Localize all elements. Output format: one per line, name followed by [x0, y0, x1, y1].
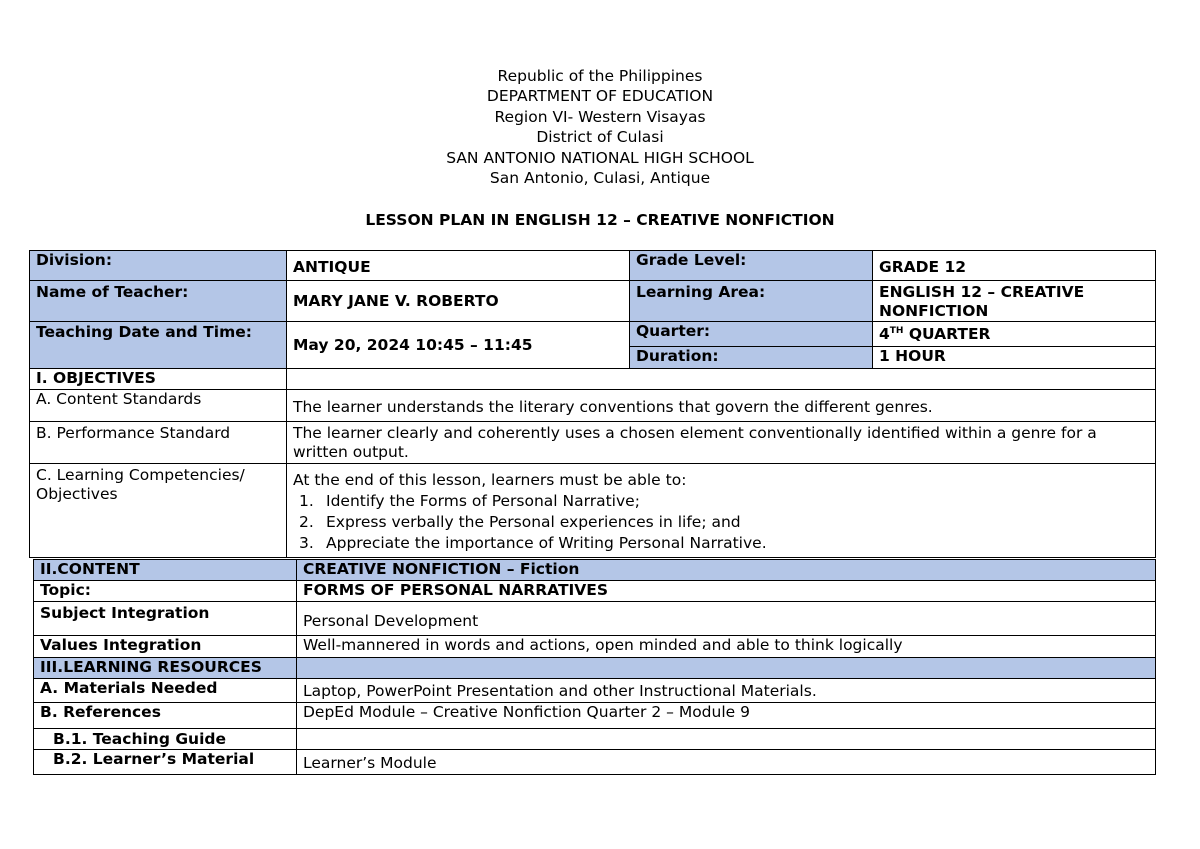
content-heading-value: CREATIVE NONFICTION – Fiction	[297, 560, 1156, 581]
content-resources-table	[33, 559, 1156, 775]
objective-item: 1. Identify the Forms of Personal Narrative;	[299, 492, 640, 510]
competencies-label: C. Learning Competencies/ Objectives	[30, 464, 287, 558]
lesson-info-table	[29, 250, 1156, 558]
references-label: B. References	[34, 703, 297, 729]
duration-value: 1 HOUR	[873, 347, 1156, 369]
values-integration-label: Values Integration	[34, 636, 297, 658]
quarter-value: 4TH QUARTER	[873, 322, 1156, 347]
performance-standard-value: The learner clearly and coherently uses a chosen element conventionally identified within a genre for a written output.	[287, 422, 1156, 464]
objective-item: 3. Appreciate the importance of Writing Personal Narrative.	[299, 534, 767, 552]
objectives-list	[293, 491, 1149, 554]
learning-area-value: ENGLISH 12 – CREATIVE NONFICTION	[873, 281, 1156, 322]
document-header	[0, 66, 1200, 188]
content-standards-label: A. Content Standards	[30, 390, 287, 422]
header-department: DEPARTMENT OF EDUCATION	[486, 87, 714, 106]
objective-item: 2. Express verbally the Personal experiences in life; and	[299, 513, 741, 531]
header-address: San Antonio, Culasi, Antique	[489, 169, 711, 188]
teaching-guide-value	[297, 729, 1156, 750]
grade-level-label: Grade Level:	[630, 251, 873, 281]
teacher-label: Name of Teacher:	[30, 281, 287, 322]
resources-heading-blank	[297, 658, 1156, 679]
division-value: ANTIQUE	[287, 251, 630, 281]
objectives-heading: I. OBJECTIVES	[30, 369, 287, 390]
header-school: SAN ANTONIO NATIONAL HIGH SCHOOL	[446, 148, 754, 167]
header-region: Region VI- Western Visayas	[494, 107, 706, 126]
learning-area-label: Learning Area:	[630, 281, 873, 322]
resources-heading: III.LEARNING RESOURCES	[34, 658, 297, 679]
division-label: Division:	[30, 251, 287, 281]
teaching-date-value: May 20, 2024 10:45 – 11:45	[287, 322, 630, 369]
references-value: DepEd Module – Creative Nonfiction Quarter 2 – Module 9	[297, 703, 1156, 729]
duration-label: Duration:	[630, 347, 873, 369]
grade-level-value: GRADE 12	[873, 251, 1156, 281]
learners-material-label: B.2. Learner’s Material	[34, 750, 297, 775]
learners-material-value: Learner’s Module	[297, 750, 1156, 775]
header-republic: Republic of the Philippines	[497, 67, 703, 85]
values-integration-value: Well-mannered in words and actions, open minded and able to think logically	[297, 636, 1156, 658]
competencies-intro: At the end of this lesson, learners must be able to:	[293, 471, 687, 489]
header-district: District of Culasi	[536, 128, 664, 147]
content-heading: II.CONTENT	[34, 560, 297, 581]
materials-label: A. Materials Needed	[34, 679, 297, 703]
performance-standard-label: B. Performance Standard	[30, 422, 287, 464]
teaching-date-label: Teaching Date and Time:	[30, 322, 287, 369]
topic-label: Topic:	[34, 581, 297, 602]
competencies-value	[287, 464, 1156, 558]
subject-integration-value: Personal Development	[297, 602, 1156, 636]
quarter-label: Quarter:	[630, 322, 873, 347]
content-standards-value: The learner understands the literary conventions that govern the different genres.	[287, 390, 1156, 422]
objectives-heading-blank	[287, 369, 1156, 390]
teaching-guide-label: B.1. Teaching Guide	[34, 729, 297, 750]
materials-value: Laptop, PowerPoint Presentation and other Instructional Materials.	[297, 679, 1156, 703]
subject-integration-label: Subject Integration	[34, 602, 297, 636]
lesson-plan-title: LESSON PLAN IN ENGLISH 12 – CREATIVE NONFICTION	[365, 211, 835, 229]
topic-value: FORMS OF PERSONAL NARRATIVES	[297, 581, 1156, 602]
teacher-value: MARY JANE V. ROBERTO	[287, 281, 630, 322]
